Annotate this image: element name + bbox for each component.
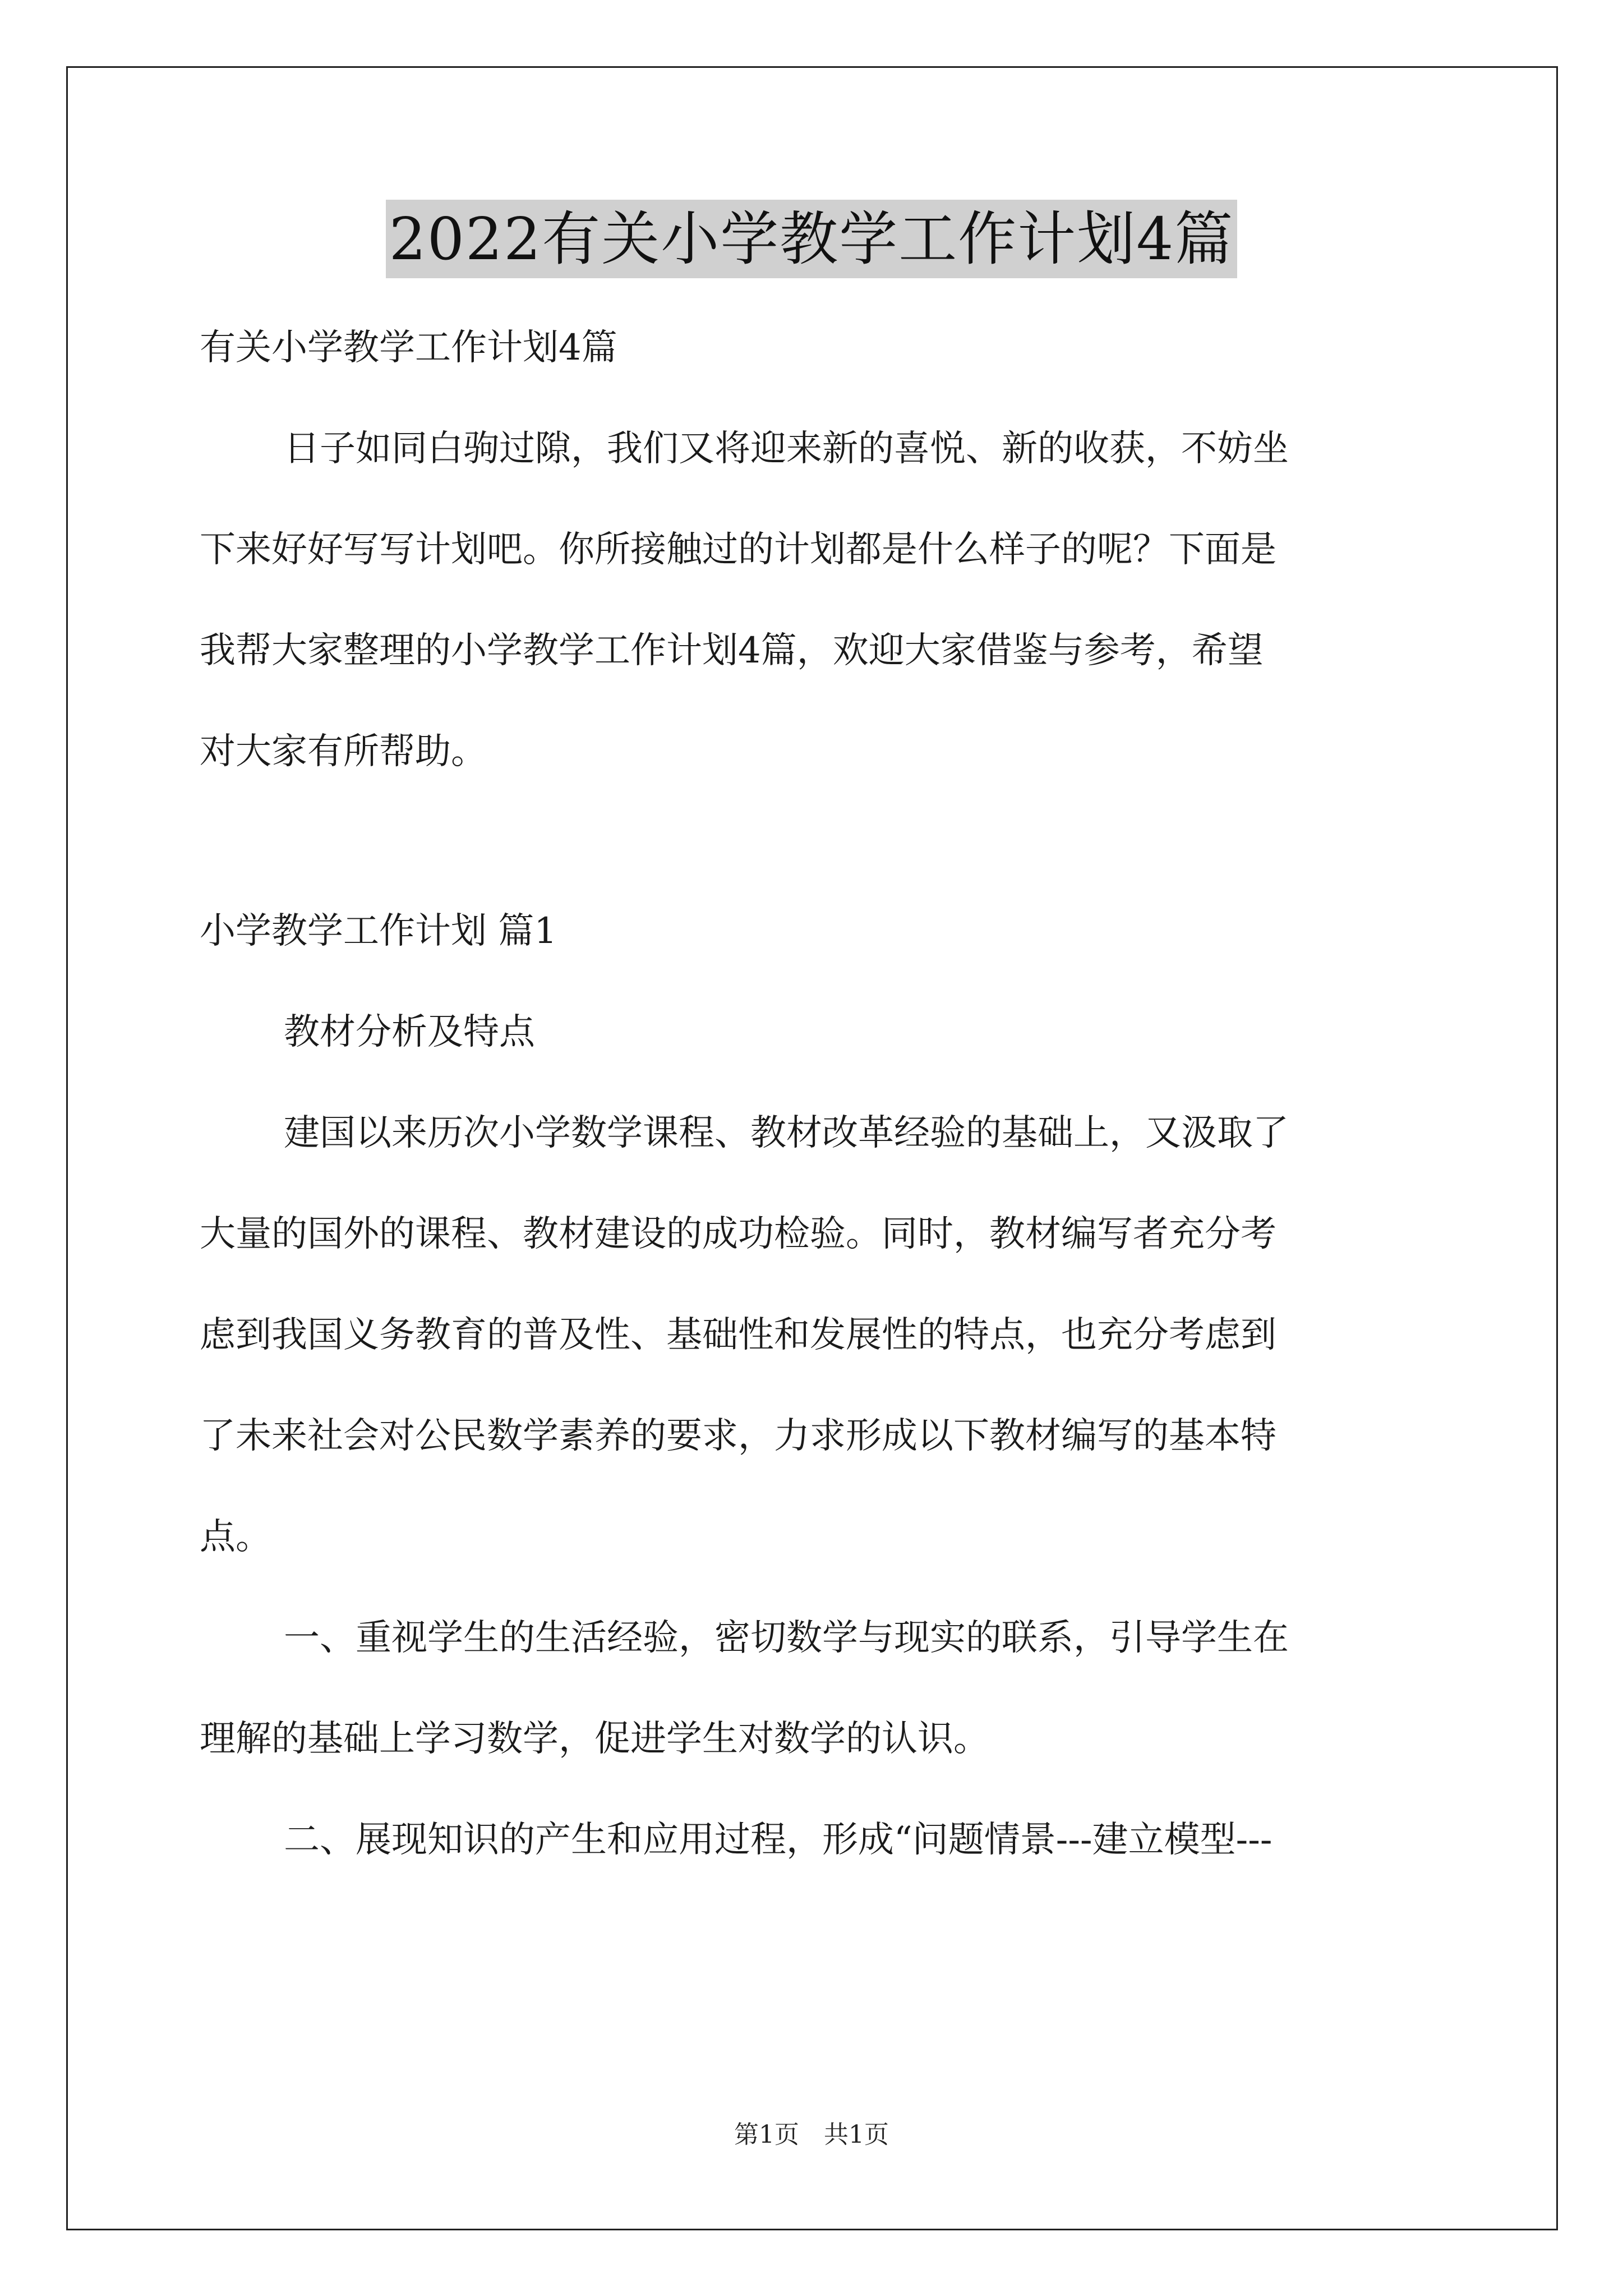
intro-line: 对大家有所帮助。	[200, 731, 487, 772]
intro-line: 下来好好写写计划吧。你所接触过的计划都是什么样子的呢？下面是	[200, 529, 1276, 570]
paragraph-line: 理解的基础上学习数学，促进学生对数学的认识。	[200, 1718, 989, 1760]
paragraph-line: 虑到我国义务教育的普及性、基础性和发展性的特点，也充分考虑到	[200, 1314, 1276, 1356]
paragraph-line: 建国以来历次小学数学课程、教材改革经验的基础上，又汲取了	[284, 1112, 1289, 1154]
section-heading: 小学教学工作计划 篇1	[200, 910, 557, 952]
paragraph-line: 二、展现知识的产生和应用过程，形成“问题情景---建立模型---	[284, 1819, 1272, 1861]
page-number: 第1页	[734, 2120, 799, 2149]
title-area	[0, 200, 1623, 278]
document-title: 2022有关小学教学工作计划4篇	[386, 200, 1238, 278]
page-total: 共1页	[824, 2120, 889, 2149]
document-subtitle: 有关小学教学工作计划4篇	[200, 327, 617, 369]
document-body	[200, 297, 1428, 1890]
intro-line: 我帮大家整理的小学教学工作计划4篇，欢迎大家借鉴与参考，希望	[200, 630, 1264, 671]
page-footer	[0, 2118, 1623, 2152]
paragraph-line: 一、重视学生的生活经验，密切数学与现实的联系，引导学生在	[284, 1617, 1289, 1659]
paragraph-line: 了未来社会对公民数学素养的要求，力求形成以下教材编写的基本特	[200, 1415, 1276, 1457]
intro-line: 日子如同白驹过隙，我们又将迎来新的喜悦、新的收获，不妨坐	[284, 428, 1289, 470]
paragraph-line: 大量的国外的课程、教材建设的成功检验。同时，教材编写者充分考	[200, 1213, 1276, 1255]
paragraph-line: 点。	[200, 1516, 271, 1558]
subheading: 教材分析及特点	[284, 1011, 535, 1053]
